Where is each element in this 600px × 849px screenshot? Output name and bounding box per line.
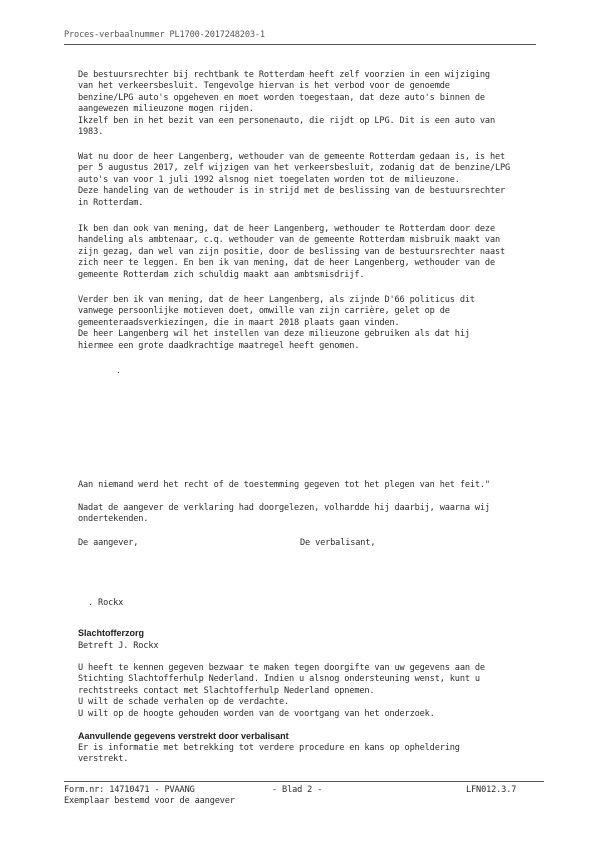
signature-officer-label: De verbalisant, — [300, 538, 376, 548]
header-rule — [64, 44, 536, 45]
victim-care-text: U heeft te kennen gegeven bezwaar te maken tegen doorgifte van uw gegevens aan de Stichting Slachtofferhulp Nederland. Indien u alsnog ondersteuning wenst, kunt u rechtstreeks contact met Slachtofferhulp Nederland opnemen. U wilt de schade verhalen op de verdachte. U wilt op de hoogte gehouden worden van de voortgang van het onderzoek. — [78, 663, 485, 719]
paragraph-no-permission: Aan niemand werd het recht of de toestemming gegeven tot het plegen van het feit." — [78, 480, 490, 490]
footer-form-number: Form.nr: 14710471 - PVAANG Exemplaar bestemd voor de aangever — [64, 785, 235, 807]
paragraph-alderman-action: Wat nu door de heer Langenberg, wethouder van de gemeente Rotterdam gedaan is, is het per 5 augustus 2017, zelf wijzigen van het verkeersbesluit, zodanig dat de benzine/LPG auto's van voor 1 juli 1992 alsnog niet toegelaten worden tot de milieuzone. Deze handeling van de wethouder is in strijd met de beslissing van de bestuursrechter in Rotterdam. — [78, 152, 511, 208]
reporter-name: . Rockx — [88, 598, 124, 608]
additional-info-text: Er is informatie met betrekking tot verdere procedure en kans op opheldering verstrekt. — [78, 743, 460, 765]
footer-rule — [64, 781, 544, 782]
paragraph-court-decision: De bestuursrechter bij rechtbank te Rotterdam heeft zelf voorzien in een wijziging van het verkeersbesluit. Tengevolge hiervan is het verbod voor de genoemde benzine/LPG auto's opgeheven en moet worden toegestaan, dat deze auto's binnen de aangewezen milieuzone mogen rijden. Ikzelf ben in het bezit van een personenauto, die rijdt op LPG. Dit is een auto van 1983. — [78, 70, 495, 138]
footer-page-number: - Blad 2 - — [272, 785, 323, 795]
footer-form-code: LFN012.3.7 — [466, 785, 517, 795]
victim-care-heading: Slachtofferzorg — [78, 628, 145, 638]
paragraph-political-motive: Verder ben ik van mening, dat de heer Langenberg, als zijnde D'66 politicus dit vanwege persoonlijke motieven doet, omwille van zijn carrière, gelet op de gemeenteraadsverkiezingen, die in maart 2018 plaats gaan vinden. De heer Langenberg wil het instellen van deze milieuzone gebruiken als dat hij hiermee een grote daadkrachtige maatregel heeft genomen. — [78, 295, 475, 351]
pv-number-header: Proces-verbaalnummer PL1700-2017248203-1 — [64, 30, 265, 40]
stray-dot: . — [116, 366, 121, 375]
paragraph-abuse-of-power: Ik ben dan ook van mening, dat de heer Langenberg, wethouder te Rotterdam door deze handeling als ambtenaar, c.q. wethouder van de gemeente Rotterdam misbruik maakt van zijn gezag, dan wel van zijn positie, door de beslissing van de bestuursrechter naast zich neer te leggen. En ben ik van mening, dat de heer Langenberg, wethouder van de gemeente Rotterdam zich schuldig maakt aan ambtsmisdrijf. — [78, 224, 506, 280]
additional-info-heading: Aanvullende gegevens verstrekt door verbalisant — [78, 731, 289, 741]
paragraph-signing: Nadat de aangever de verklaring had doorgelezen, volhardde hij daarbij, waarna wij ondertekenden. — [78, 503, 490, 525]
victim-care-subject: Betreft J. Rockx — [78, 641, 159, 651]
signature-reporter-label: De aangever, — [78, 538, 139, 548]
